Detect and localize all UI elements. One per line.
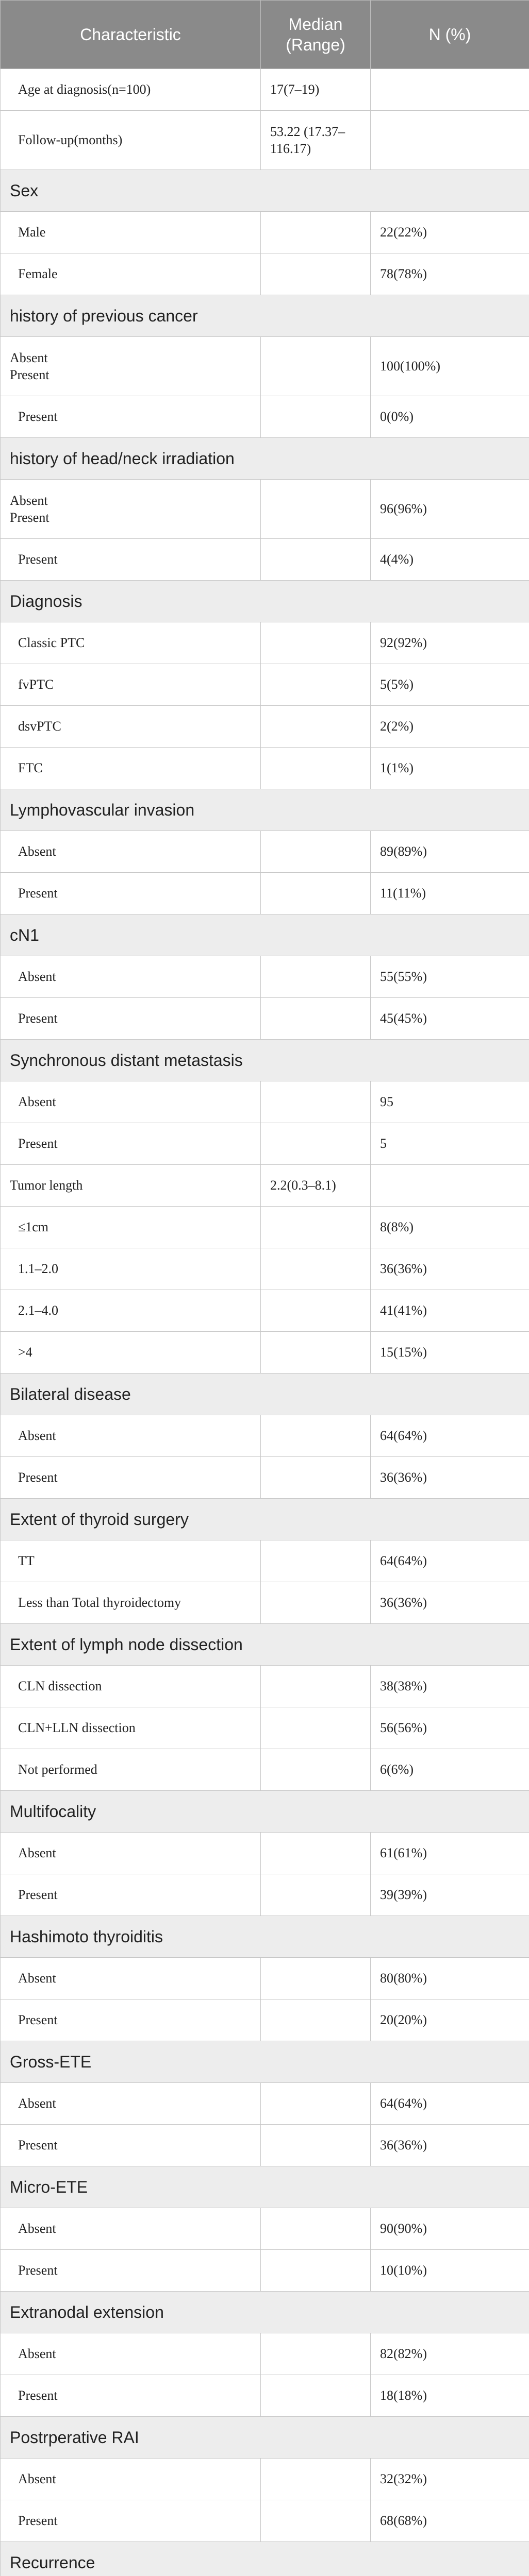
- characteristic-cell: Present: [1, 998, 261, 1040]
- n-percent-cell: 64(64%): [371, 1415, 529, 1457]
- median-range-cell: [261, 1457, 371, 1499]
- n-percent-cell: 55(55%): [371, 956, 529, 998]
- section-header-row: [1, 1374, 529, 1415]
- table-header-row: [1, 1, 529, 69]
- median-range-cell: [261, 748, 371, 789]
- median-range-cell: [261, 2375, 371, 2417]
- section-title: Hashimoto thyroiditis: [1, 1916, 529, 1958]
- characteristic-cell: Absent: [1, 1081, 261, 1123]
- n-percent-cell: 56(56%): [371, 1707, 529, 1749]
- section-title: history of head/neck irradiation: [1, 438, 529, 480]
- section-title: Micro-ETE: [1, 2166, 529, 2208]
- n-percent-cell: 6(6%): [371, 1749, 529, 1791]
- median-range-cell: [261, 337, 371, 396]
- characteristic-cell: Absent: [1, 2333, 261, 2375]
- n-percent-cell: 100(100%): [371, 337, 529, 396]
- characteristic-cell: 2.1–4.0: [1, 1290, 261, 1332]
- characteristic-cell: Absent: [1, 2459, 261, 2500]
- n-percent-cell: 36(36%): [371, 1248, 529, 1290]
- median-range-cell: [261, 1582, 371, 1624]
- table-row: [1, 873, 529, 914]
- section-title: Postrperative RAI: [1, 2417, 529, 2459]
- table-row: [1, 1749, 529, 1791]
- section-title: Sex: [1, 170, 529, 212]
- section-title: Extent of thyroid surgery: [1, 1499, 529, 1540]
- n-percent-cell: 36(36%): [371, 1582, 529, 1624]
- characteristic-cell: >4: [1, 1332, 261, 1374]
- table-row: [1, 111, 529, 170]
- n-percent-cell: 5: [371, 1123, 529, 1165]
- table-row: [1, 1248, 529, 1290]
- table-row: [1, 706, 529, 748]
- n-percent-cell: 45(45%): [371, 998, 529, 1040]
- characteristic-cell: CLN+LLN dissection: [1, 1707, 261, 1749]
- section-header-row: [1, 2041, 529, 2083]
- median-range-cell: [261, 1749, 371, 1791]
- header-characteristic: Characteristic: [1, 1, 261, 69]
- table-row: [1, 1081, 529, 1123]
- section-header-row: [1, 295, 529, 337]
- n-percent-cell: 82(82%): [371, 2333, 529, 2375]
- table-row: [1, 1999, 529, 2041]
- n-percent-cell: 1(1%): [371, 748, 529, 789]
- n-percent-cell: [371, 111, 529, 170]
- section-header-row: [1, 581, 529, 622]
- table-row: [1, 1874, 529, 1916]
- section-header-row: [1, 2292, 529, 2333]
- section-header-row: [1, 1040, 529, 1081]
- n-percent-cell: 39(39%): [371, 1874, 529, 1916]
- characteristic-cell: Absent: [1, 2083, 261, 2125]
- table-row: [1, 2375, 529, 2417]
- table-row: [1, 69, 529, 111]
- n-percent-cell: 10(10%): [371, 2250, 529, 2292]
- characteristic-cell: Present: [1, 873, 261, 914]
- characteristic-cell: Classic PTC: [1, 622, 261, 664]
- n-percent-cell: 68(68%): [371, 2500, 529, 2542]
- median-range-cell: [261, 2250, 371, 2292]
- characteristic-cell: Absent Present: [1, 337, 261, 396]
- median-range-cell: [261, 873, 371, 914]
- median-range-cell: [261, 956, 371, 998]
- table-row: [1, 748, 529, 789]
- n-percent-cell: 64(64%): [371, 2083, 529, 2125]
- n-percent-cell: 95: [371, 1081, 529, 1123]
- median-range-cell: [261, 253, 371, 295]
- characteristic-cell: Absent: [1, 1415, 261, 1457]
- characteristic-cell: Absent: [1, 2208, 261, 2250]
- median-range-cell: [261, 664, 371, 706]
- n-percent-cell: [371, 69, 529, 111]
- median-range-cell: [261, 1540, 371, 1582]
- median-range-cell: [261, 1081, 371, 1123]
- median-range-cell: [261, 2125, 371, 2166]
- characteristic-cell: fvPTC: [1, 664, 261, 706]
- characteristic-cell: Present: [1, 539, 261, 581]
- characteristic-cell: Present: [1, 1874, 261, 1916]
- n-percent-cell: 4(4%): [371, 539, 529, 581]
- median-range-cell: [261, 1248, 371, 1290]
- characteristic-cell: Present: [1, 2250, 261, 2292]
- characteristic-cell: 1.1–2.0: [1, 1248, 261, 1290]
- section-header-row: [1, 1791, 529, 1833]
- section-header-row: [1, 914, 529, 956]
- median-range-cell: [261, 1874, 371, 1916]
- n-percent-cell: 61(61%): [371, 1833, 529, 1874]
- table-row: [1, 664, 529, 706]
- header-median-range: Median (Range): [261, 1, 371, 69]
- table-row: [1, 622, 529, 664]
- table-row: [1, 2459, 529, 2500]
- median-range-cell: [261, 2208, 371, 2250]
- median-range-cell: 2.2(0.3–8.1): [261, 1165, 371, 1207]
- median-range-cell: [261, 1123, 371, 1165]
- characteristic-cell: Present: [1, 2500, 261, 2542]
- section-title: Diagnosis: [1, 581, 529, 622]
- characteristic-cell: Age at diagnosis(n=100): [1, 69, 261, 111]
- characteristic-cell: Tumor length: [1, 1165, 261, 1207]
- median-range-cell: [261, 2333, 371, 2375]
- n-percent-cell: [371, 1165, 529, 1207]
- characteristic-cell: Absent: [1, 1833, 261, 1874]
- median-range-cell: [261, 1332, 371, 1374]
- characteristic-cell: Present: [1, 1457, 261, 1499]
- n-percent-cell: 38(38%): [371, 1666, 529, 1707]
- table-row: [1, 396, 529, 438]
- n-percent-cell: 5(5%): [371, 664, 529, 706]
- characteristic-cell: CLN dissection: [1, 1666, 261, 1707]
- section-title: history of previous cancer: [1, 295, 529, 337]
- n-percent-cell: 11(11%): [371, 873, 529, 914]
- n-percent-cell: 8(8%): [371, 1207, 529, 1248]
- section-header-row: [1, 1499, 529, 1540]
- median-range-cell: 17(7–19): [261, 69, 371, 111]
- section-title: Extent of lymph node dissection: [1, 1624, 529, 1666]
- table-row: [1, 1415, 529, 1457]
- section-header-row: [1, 1916, 529, 1958]
- median-range-cell: [261, 1707, 371, 1749]
- n-percent-cell: 64(64%): [371, 1540, 529, 1582]
- n-percent-cell: 2(2%): [371, 706, 529, 748]
- table-row: [1, 1290, 529, 1332]
- median-range-cell: [261, 1415, 371, 1457]
- section-title: Gross-ETE: [1, 2041, 529, 2083]
- n-percent-cell: 36(36%): [371, 2125, 529, 2166]
- section-title: Lymphovascular invasion: [1, 789, 529, 831]
- section-title: Recurrence: [1, 2542, 529, 2576]
- n-percent-cell: 15(15%): [371, 1332, 529, 1374]
- table-row: [1, 480, 529, 539]
- table-row: [1, 2208, 529, 2250]
- table-row: [1, 212, 529, 253]
- characteristic-cell: Present: [1, 2375, 261, 2417]
- characteristic-cell: Present: [1, 1999, 261, 2041]
- n-percent-cell: 36(36%): [371, 1457, 529, 1499]
- section-header-row: [1, 170, 529, 212]
- table-row: [1, 1332, 529, 1374]
- section-title: cN1: [1, 914, 529, 956]
- characteristic-cell: FTC: [1, 748, 261, 789]
- table-row: [1, 1958, 529, 1999]
- characteristic-cell: Absent: [1, 831, 261, 873]
- n-percent-cell: 32(32%): [371, 2459, 529, 2500]
- table-row: [1, 1457, 529, 1499]
- characteristic-cell: Absent Present: [1, 480, 261, 539]
- characteristic-cell: Less than Total thyroidectomy: [1, 1582, 261, 1624]
- n-percent-cell: 92(92%): [371, 622, 529, 664]
- median-range-cell: [261, 1666, 371, 1707]
- median-range-cell: [261, 1999, 371, 2041]
- median-range-cell: [261, 1207, 371, 1248]
- characteristic-cell: Present: [1, 2125, 261, 2166]
- table-body: [1, 69, 529, 2576]
- characteristic-cell: Absent: [1, 956, 261, 998]
- n-percent-cell: 80(80%): [371, 1958, 529, 1999]
- n-percent-cell: 0(0%): [371, 396, 529, 438]
- table-row: [1, 956, 529, 998]
- n-percent-cell: 96(96%): [371, 480, 529, 539]
- characteristic-cell: Present: [1, 1123, 261, 1165]
- section-header-row: [1, 2417, 529, 2459]
- n-percent-cell: 90(90%): [371, 2208, 529, 2250]
- table-row: [1, 2333, 529, 2375]
- median-range-cell: [261, 539, 371, 581]
- characteristic-cell: Male: [1, 212, 261, 253]
- table-row: [1, 831, 529, 873]
- n-percent-cell: 18(18%): [371, 2375, 529, 2417]
- characteristic-cell: Not performed: [1, 1749, 261, 1791]
- characteristic-cell: TT: [1, 1540, 261, 1582]
- section-title: Bilateral disease: [1, 1374, 529, 1415]
- table-row: [1, 1207, 529, 1248]
- median-range-cell: [261, 1290, 371, 1332]
- table-row: [1, 1666, 529, 1707]
- section-title: Extranodal extension: [1, 2292, 529, 2333]
- characteristic-cell: dsvPTC: [1, 706, 261, 748]
- characteristic-cell: Present: [1, 396, 261, 438]
- table-row: [1, 998, 529, 1040]
- table-row: [1, 1833, 529, 1874]
- section-header-row: [1, 2542, 529, 2576]
- median-range-cell: [261, 2459, 371, 2500]
- table-row: [1, 1165, 529, 1207]
- median-range-cell: [261, 1833, 371, 1874]
- characteristic-cell: ≤1cm: [1, 1207, 261, 1248]
- table-row: [1, 253, 529, 295]
- table-row: [1, 337, 529, 396]
- table-row: [1, 2083, 529, 2125]
- section-title: Synchronous distant metastasis: [1, 1040, 529, 1081]
- n-percent-cell: 78(78%): [371, 253, 529, 295]
- median-range-cell: [261, 2500, 371, 2542]
- median-range-cell: [261, 706, 371, 748]
- characteristic-cell: Female: [1, 253, 261, 295]
- section-header-row: [1, 1624, 529, 1666]
- n-percent-cell: 89(89%): [371, 831, 529, 873]
- table-row: [1, 1582, 529, 1624]
- median-range-cell: 53.22 (17.37–116.17): [261, 111, 371, 170]
- n-percent-cell: 22(22%): [371, 212, 529, 253]
- table-row: [1, 1123, 529, 1165]
- section-header-row: [1, 438, 529, 480]
- median-range-cell: [261, 831, 371, 873]
- table-row: [1, 1540, 529, 1582]
- section-title: Multifocality: [1, 1791, 529, 1833]
- n-percent-cell: 20(20%): [371, 1999, 529, 2041]
- header-n-percent: N (%): [371, 1, 529, 69]
- section-header-row: [1, 2166, 529, 2208]
- table-row: [1, 539, 529, 581]
- median-range-cell: [261, 998, 371, 1040]
- median-range-cell: [261, 212, 371, 253]
- table-row: [1, 1707, 529, 1749]
- table-row: [1, 2250, 529, 2292]
- table-row: [1, 2500, 529, 2542]
- characteristic-cell: Follow-up(months): [1, 111, 261, 170]
- table-row: [1, 2125, 529, 2166]
- median-range-cell: [261, 622, 371, 664]
- section-header-row: [1, 789, 529, 831]
- median-range-cell: [261, 480, 371, 539]
- median-range-cell: [261, 396, 371, 438]
- median-range-cell: [261, 2083, 371, 2125]
- n-percent-cell: 41(41%): [371, 1290, 529, 1332]
- median-range-cell: [261, 1958, 371, 1999]
- characteristic-cell: Absent: [1, 1958, 261, 1999]
